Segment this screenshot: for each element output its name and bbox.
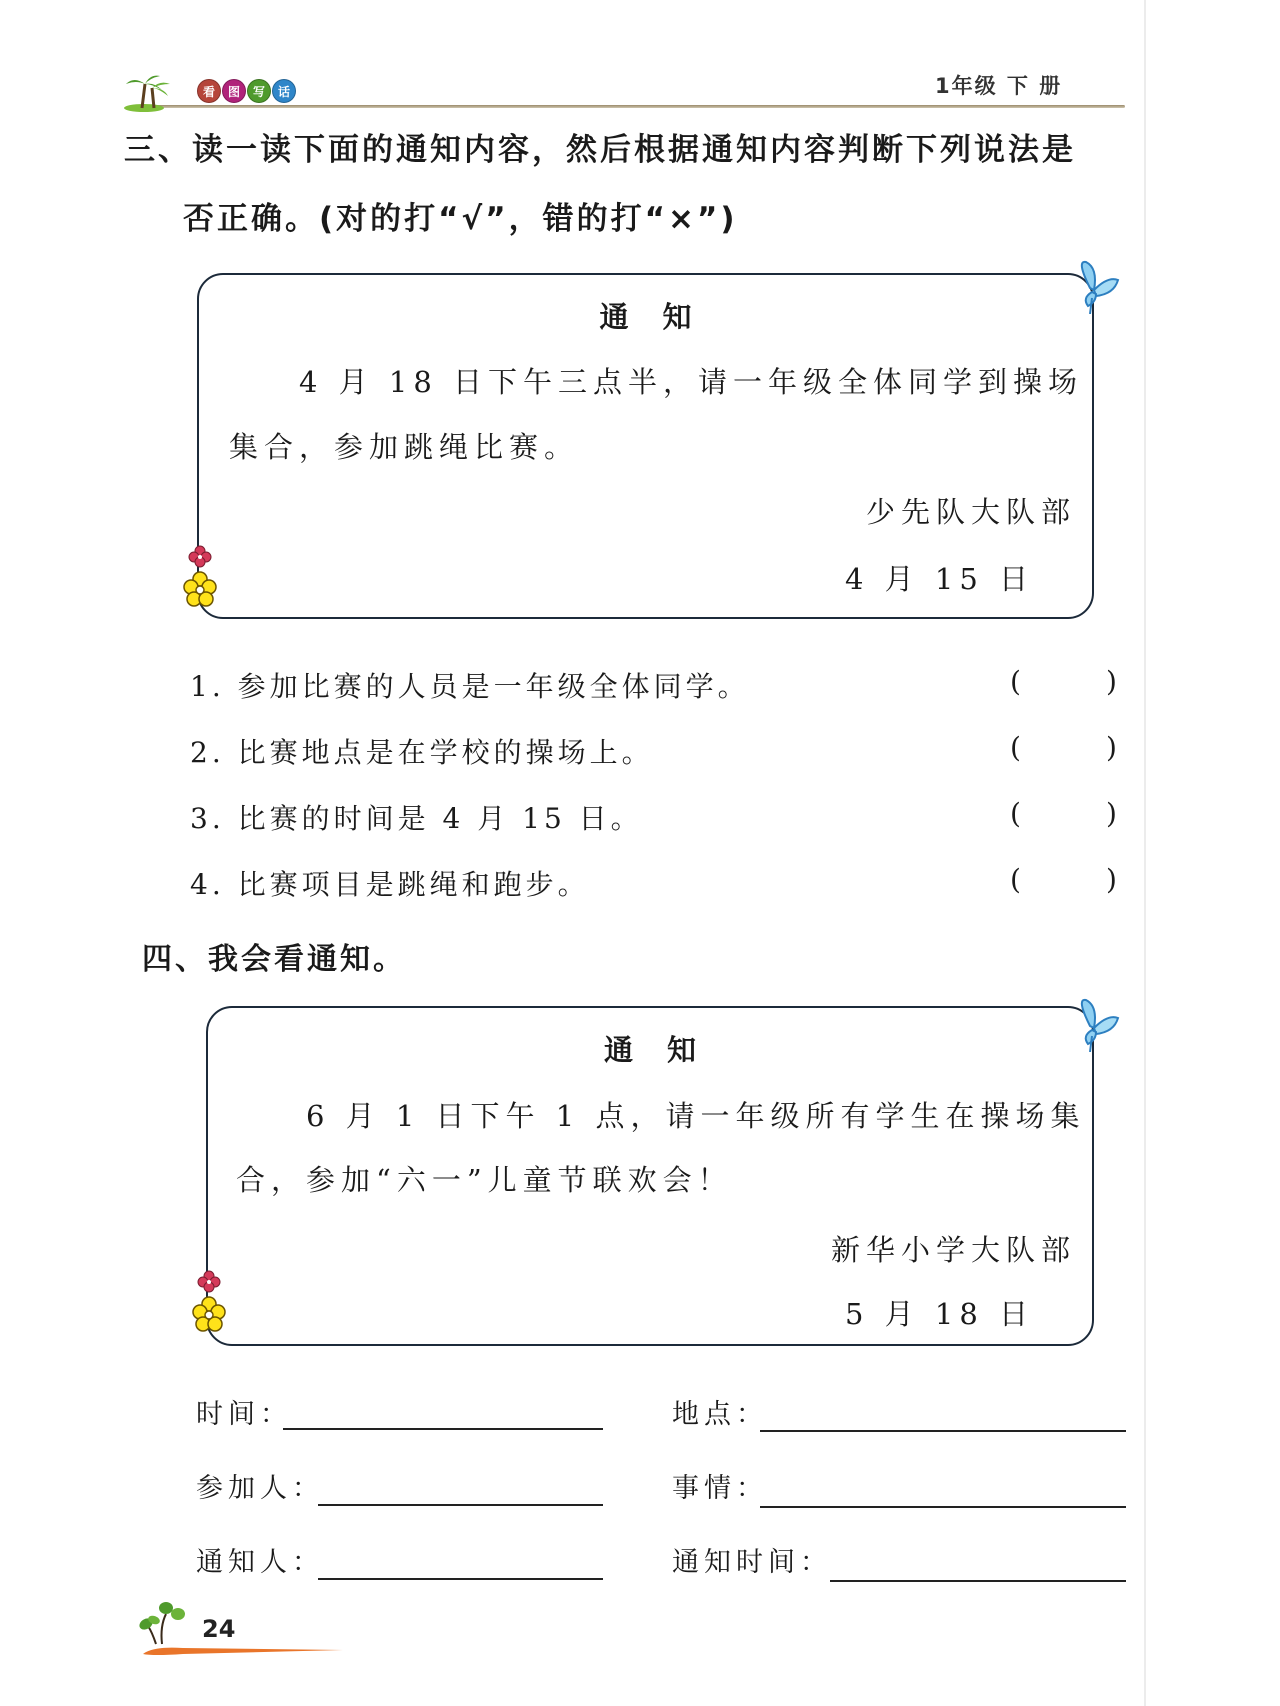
section4-title: 四、我会看通知。 bbox=[142, 942, 406, 977]
bracket-close-2: ) bbox=[1106, 731, 1117, 764]
page-edge bbox=[1144, 0, 1146, 1706]
answer-slot-1[interactable] bbox=[1028, 665, 1108, 701]
judge-item-4: 4. 比赛项目是跳绳和跑步。 bbox=[190, 868, 590, 901]
carrot-stroke-decoration bbox=[143, 1644, 343, 1656]
bracket-open-4: ( bbox=[1010, 863, 1021, 896]
section3-title-line2: 否正确。(对的打“√”，错的打“×”) bbox=[183, 201, 738, 237]
series-badges bbox=[197, 79, 296, 103]
judge-item-1: 1. 参加比赛的人员是一年级全体同学。 bbox=[190, 670, 750, 703]
bracket-close-4: ) bbox=[1106, 863, 1117, 896]
time-input[interactable] bbox=[283, 1400, 603, 1430]
header-rule bbox=[150, 105, 1125, 108]
answer-slot-4[interactable] bbox=[1028, 863, 1108, 899]
bracket-open-3: ( bbox=[1010, 797, 1021, 830]
notice-1-body-line2: 集合，参加跳绳比赛。 bbox=[229, 430, 580, 464]
answer-slot-2[interactable] bbox=[1028, 731, 1108, 767]
badge-speak: 话 bbox=[272, 79, 296, 103]
notice-box-1 bbox=[197, 273, 1094, 619]
notice-1-title: 通知 bbox=[599, 300, 726, 334]
notice-time-input[interactable] bbox=[830, 1552, 1126, 1582]
notice-2-body-line2: 合，参加“六一”儿童节联欢会！ bbox=[236, 1163, 733, 1197]
notifier-label: 通知人： bbox=[196, 1547, 324, 1578]
flower-icon bbox=[183, 543, 217, 613]
notifier-input[interactable] bbox=[318, 1550, 603, 1580]
place-label: 地点： bbox=[672, 1399, 768, 1430]
badge-picture: 图 bbox=[222, 79, 246, 103]
event-label: 事情： bbox=[672, 1473, 768, 1504]
notice-box-2 bbox=[206, 1006, 1094, 1346]
answer-slot-3[interactable] bbox=[1028, 797, 1108, 833]
butterfly-icon bbox=[1068, 996, 1120, 1052]
badge-look: 看 bbox=[197, 79, 221, 103]
section3-title-line1: 三、读一读下面的通知内容，然后根据通知内容判断下列说法是 bbox=[124, 132, 1076, 168]
event-input[interactable] bbox=[760, 1478, 1126, 1508]
bracket-open-2: ( bbox=[1010, 731, 1021, 764]
notice-1-signature: 少先队大队部 bbox=[865, 495, 1076, 529]
judge-item-2: 2. 比赛地点是在学校的操场上。 bbox=[190, 736, 654, 769]
time-label: 时间： bbox=[196, 1399, 292, 1430]
bracket-open-1: ( bbox=[1010, 665, 1021, 698]
notice-2-signature: 新华小学大队部 bbox=[830, 1233, 1076, 1267]
palm-tree-icon bbox=[124, 72, 176, 112]
bracket-close-3: ) bbox=[1106, 797, 1117, 830]
page-number: 24 bbox=[202, 1615, 236, 1643]
bracket-close-1: ) bbox=[1106, 665, 1117, 698]
butterfly-icon bbox=[1068, 258, 1120, 314]
badge-write: 写 bbox=[247, 79, 271, 103]
participants-input[interactable] bbox=[318, 1476, 603, 1506]
flower-icon bbox=[192, 1268, 226, 1338]
grade-label: 1年级 下 册 bbox=[935, 74, 1063, 98]
notice-2-title: 通知 bbox=[603, 1033, 730, 1067]
notice-2-date: 5 月 18 日 bbox=[844, 1297, 1034, 1331]
notice-2-body-line1: 6 月 1 日下午 1 点，请一年级所有学生在操场集 bbox=[306, 1099, 1086, 1133]
notice-1-body-line1: 4 月 18 日下午三点半，请一年级全体同学到操场 bbox=[299, 365, 1084, 399]
judge-item-3: 3. 比赛的时间是 4 月 15 日。 bbox=[190, 802, 643, 835]
notice-1-date: 4 月 15 日 bbox=[844, 562, 1034, 596]
participants-label: 参加人： bbox=[196, 1473, 324, 1504]
place-input[interactable] bbox=[760, 1402, 1126, 1432]
sprout-icon bbox=[138, 1596, 194, 1648]
notice-time-label: 通知时间： bbox=[672, 1547, 832, 1578]
